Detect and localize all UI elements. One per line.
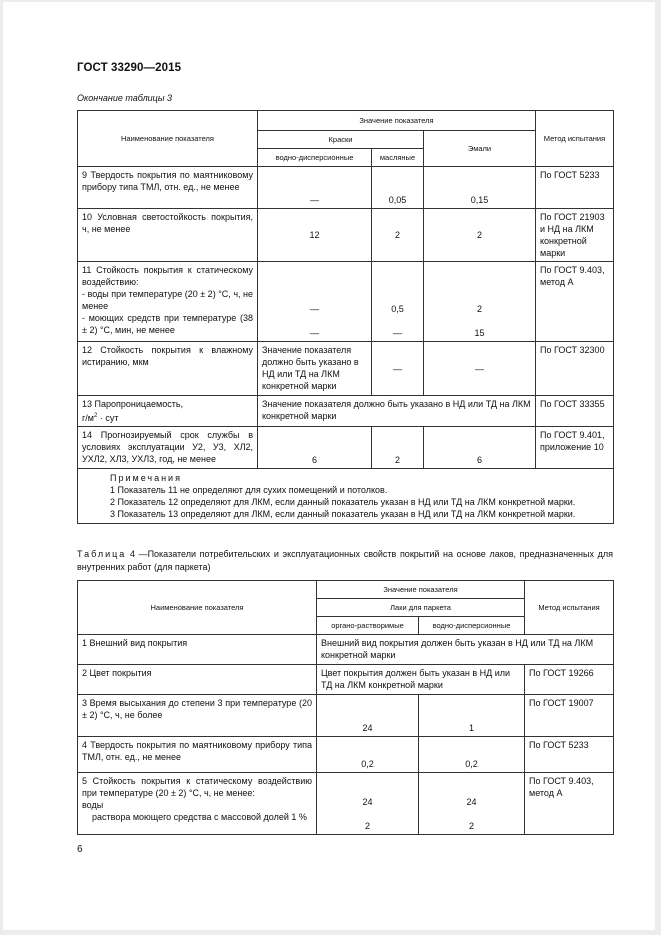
value-enamel: 6 bbox=[424, 427, 536, 469]
notes-title: Примечания bbox=[110, 473, 182, 483]
value-organo bbox=[317, 773, 419, 835]
header-water-dispersion: водно-дисперсионные bbox=[258, 149, 372, 167]
value-oil bbox=[372, 262, 424, 342]
header-varnishes: Лаки для паркета bbox=[317, 599, 525, 617]
table4-caption-text: 4 —Показатели потребительских и эксплуатационных свойств покрытий на основе лаков, предназначенных для внутренних работ (для паркета) bbox=[77, 549, 613, 572]
value-oil: 2 bbox=[372, 209, 424, 262]
table-row bbox=[78, 262, 614, 342]
value-oil-b: — bbox=[393, 328, 402, 338]
value-water: 1 bbox=[419, 695, 525, 737]
table4 bbox=[77, 580, 614, 835]
row-name: 14 Прогнозируемый срок службы в условиях эксплуатации У2, У3, ХЛ2, УХЛ2, ХЛ3, УХЛ3, год, не менее bbox=[78, 427, 258, 469]
row-name-water: - воды при температуре (20 ± 2) °С, ч, не менее bbox=[82, 289, 253, 311]
row-method: По ГОСТ 32300 bbox=[536, 342, 614, 396]
value-enamel-b: 15 bbox=[474, 328, 485, 338]
value-water-b: 2 bbox=[469, 821, 475, 831]
value-enamel: — bbox=[424, 342, 536, 396]
row-name: 1 Внешний вид покрытия bbox=[78, 635, 317, 665]
value-water bbox=[419, 773, 525, 835]
table-row bbox=[78, 396, 614, 427]
row-method: По ГОСТ 9.403, метод А bbox=[525, 773, 614, 835]
row-name: 2 Цвет покрытия bbox=[78, 665, 317, 695]
notes-row bbox=[78, 469, 614, 524]
value-water bbox=[258, 262, 372, 342]
value-enamel: 0,15 bbox=[424, 167, 536, 209]
value-water: 0,2 bbox=[419, 737, 525, 773]
row-method: По ГОСТ 5233 bbox=[536, 167, 614, 209]
value-water-a: 24 bbox=[466, 797, 477, 807]
table-row bbox=[78, 737, 614, 773]
value-enamel: 2 bbox=[424, 209, 536, 262]
table-row bbox=[78, 665, 614, 695]
value-water: Значение показателя должно быть указано в НД или ТД на ЛКМ конкретной марки bbox=[258, 342, 372, 396]
header-name: Наименование показателя bbox=[78, 111, 258, 167]
value-oil-a: 0,5 bbox=[391, 304, 404, 314]
header-value: Значение показателя bbox=[317, 581, 525, 599]
row-method: По ГОСТ 19266 bbox=[525, 665, 614, 695]
page-number: 6 bbox=[77, 844, 83, 855]
table3 bbox=[77, 110, 614, 524]
value-water-a: — bbox=[310, 304, 319, 314]
table-row bbox=[78, 695, 614, 737]
value-oil: — bbox=[372, 342, 424, 396]
header-value: Значение показателя bbox=[258, 111, 536, 131]
row-method: По ГОСТ 21903 и НД на ЛКМ конкретной марки bbox=[536, 209, 614, 262]
table-row bbox=[78, 209, 614, 262]
row-method: По ГОСТ 9.401, приложение 10 bbox=[536, 427, 614, 469]
notes bbox=[78, 469, 614, 524]
value-water: 6 bbox=[258, 427, 372, 469]
header-organo: органо-растворимые bbox=[317, 617, 419, 635]
row-name: 4 Твердость покрытия по маятниковому прибору типа ТМЛ, отн. ед., не менее bbox=[78, 737, 317, 773]
value-enamel bbox=[424, 262, 536, 342]
value-enamel-a: 2 bbox=[476, 304, 482, 314]
value-oil: 2 bbox=[372, 427, 424, 469]
table3-caption: Окончание таблицы 3 bbox=[77, 93, 172, 103]
row-method: По ГОСТ 19007 bbox=[525, 695, 614, 737]
row-method: По ГОСТ 9.403, метод А bbox=[536, 262, 614, 342]
value-organo-a: 24 bbox=[362, 797, 373, 807]
row-method: По ГОСТ 33355 bbox=[536, 396, 614, 427]
value-organo: 24 bbox=[317, 695, 419, 737]
table-row bbox=[78, 773, 614, 835]
header-name: Наименование показателя bbox=[78, 581, 317, 635]
value-merged: Значение показателя должно быть указано в НД или ТД на ЛКМ конкретной марки bbox=[258, 396, 536, 427]
table-row bbox=[78, 427, 614, 469]
table-row bbox=[78, 342, 614, 396]
row-name: 10 Условная светостойкость покрытия, ч, не менее bbox=[78, 209, 258, 262]
header-oil: масляные bbox=[372, 149, 424, 167]
note-2: 2 Показатель 12 определяют для ЛКМ, если данный показатель указан в НД или ТД на ЛКМ конкретной марки. bbox=[110, 497, 576, 507]
value-water-b: — bbox=[310, 328, 319, 338]
row-name bbox=[78, 262, 258, 342]
row-name-water: воды bbox=[82, 800, 104, 810]
value-merged: Цвет покрытия должен быть указан в НД или ТД на ЛКМ конкретной марки bbox=[317, 665, 525, 695]
row-name-detergent: - моющих средств при температуре (38 ± 2) °С, мин, не менее bbox=[82, 313, 253, 335]
value-merged: Внешний вид покрытия должен быть указан в НД или ТД на ЛКМ конкретной марки bbox=[317, 635, 614, 665]
table-row bbox=[78, 635, 614, 665]
row-name: 3 Время высыхания до степени 3 при температуре (20 ± 2) °С, ч, не более bbox=[78, 695, 317, 737]
row-name: 13 Паропроницаемость, $г/м^2$ · сут bbox=[78, 396, 258, 427]
table4-caption-label: Таблица bbox=[77, 549, 127, 559]
header-method: Метод испытания bbox=[536, 111, 614, 167]
row-name-detergent: раствора моющего средства с массовой долей 1 % bbox=[92, 812, 307, 822]
row-name: 9 Твердость покрытия по маятниковому прибору типа ТМЛ, отн. ед., не менее bbox=[78, 167, 258, 209]
value-organo-b: 2 bbox=[364, 821, 370, 831]
note-3: 3 Показатель 13 определяют для ЛКМ, если данный показатель указан в НД или ТД на ЛКМ конкретной марки. bbox=[110, 509, 576, 519]
table-row bbox=[78, 167, 614, 209]
row-name-intro: 11 Стойкость покрытия к статическому воздействию: bbox=[82, 265, 253, 287]
value-oil: 0,05 bbox=[372, 167, 424, 209]
header-enamels: Эмали bbox=[424, 131, 536, 167]
value-water: — bbox=[258, 167, 372, 209]
row-name bbox=[78, 773, 317, 835]
row-name: 12 Стойкость покрытия к влажному истиранию, мкм bbox=[78, 342, 258, 396]
row-method: По ГОСТ 5233 bbox=[525, 737, 614, 773]
value-water: 12 bbox=[258, 209, 372, 262]
header-water-dispersion: водно-дисперсионные bbox=[419, 617, 525, 635]
header-method: Метод испытания bbox=[525, 581, 614, 635]
value-organo: 0,2 bbox=[317, 737, 419, 773]
table4-caption bbox=[77, 548, 613, 574]
row-name-intro: 5 Стойкость покрытия к статическому воздействию при температуре (20 ± 2) °С, ч, не менее: bbox=[82, 776, 312, 798]
header-paints: Краски bbox=[258, 131, 424, 149]
document-header: ГОСТ 33290—2015 bbox=[77, 62, 182, 74]
note-1: 1 Показатель 11 не определяют для сухих помещений и потолков. bbox=[110, 485, 388, 495]
